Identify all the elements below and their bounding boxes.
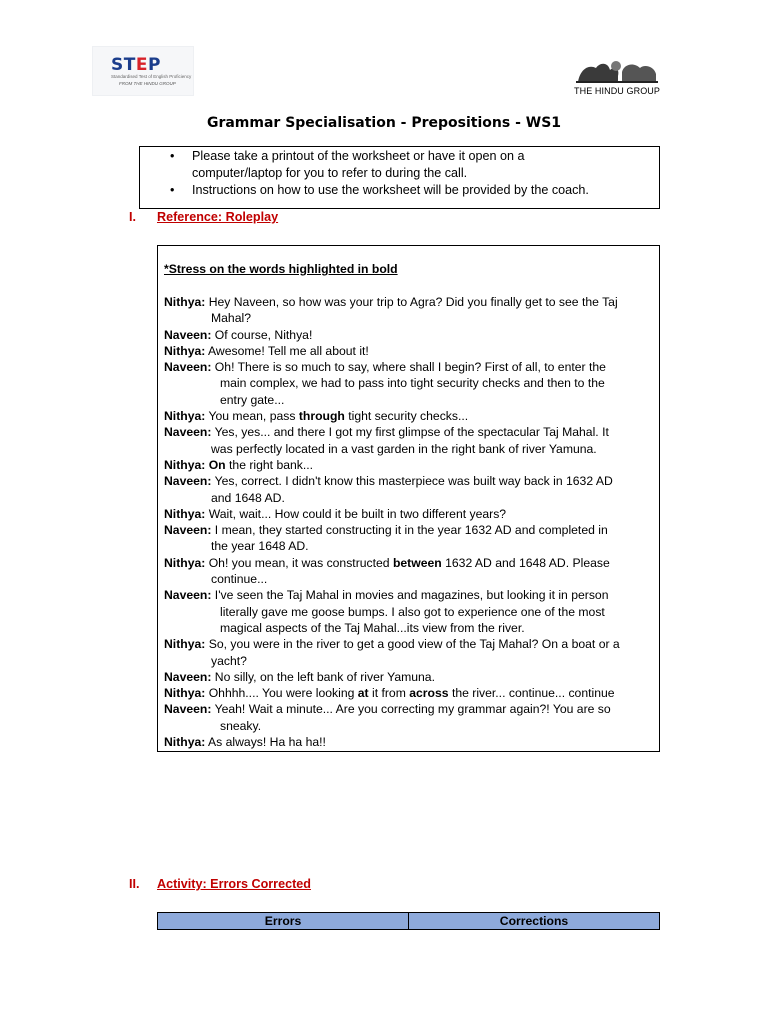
dialogue-line: [164, 555, 652, 571]
column-header-errors: Errors: [264, 914, 302, 928]
dialogue-text: it from: [368, 686, 410, 701]
dialogue-text: Oh! There is so much to say, where shall I begin? First of all, to enter the: [211, 360, 606, 375]
errors-table-header: [157, 912, 660, 930]
dialogue-line: [164, 587, 652, 603]
speaker-name: Nithya:: [164, 409, 206, 424]
speaker-name: Nithya:: [164, 295, 206, 309]
instruction-item: • Instructions on how to use the worksheet will be provided by the coach.: [140, 182, 659, 199]
dialogue-line: [164, 669, 652, 685]
stressed-word: across: [409, 686, 449, 701]
speaker-name: Nithya:: [164, 637, 206, 652]
speaker-name: Nithya:: [164, 457, 206, 472]
dialogue-text: Awesome! Tell me all about it!: [205, 343, 369, 358]
speaker-name: Nithya:: [164, 343, 206, 358]
dialogue-line: [164, 327, 652, 343]
dialogue-line: [164, 685, 652, 701]
section-heading-roleplay: Reference: Roleplay: [157, 210, 279, 224]
dialogue-line: [164, 701, 652, 717]
hindu-group-name: THE HINDU GROUP: [574, 86, 661, 96]
dialogue-line: literally gave me goose bumps. I also got to experience one of the most: [220, 604, 605, 619]
dialogue-line: [164, 522, 652, 538]
dialogue-line: and 1648 AD.: [211, 490, 285, 505]
step-subline: FROM THE HINDU GROUP: [119, 81, 176, 86]
dialogue-text: I've seen the Taj Mahal in movies and magazines, but looking it in person: [211, 588, 609, 603]
dialogue-line: [164, 408, 652, 424]
speaker-name: Nithya:: [164, 555, 206, 570]
dialogue-text: Oh! you mean, it was constructed: [205, 555, 393, 570]
hindu-group-logo: [572, 58, 662, 100]
dialogue-line: entry gate...: [220, 392, 285, 407]
dialogue-line: [164, 424, 652, 440]
dialogue-line: [164, 473, 652, 489]
speaker-name: Naveen:: [164, 360, 212, 375]
dialogue-line: [164, 734, 652, 750]
dialogue-text: Of course, Nithya!: [211, 327, 313, 342]
dialogue-line: [164, 294, 652, 310]
hindu-emblem-icon: [574, 58, 660, 84]
stressed-word: at: [357, 686, 369, 701]
dialogue-line: [164, 457, 652, 473]
section-number: II.: [129, 877, 140, 891]
dialogue-text: 1632 AD and 1648 AD. Please: [441, 555, 610, 570]
dialogue-line: [164, 343, 652, 359]
stressed-word: through: [298, 409, 345, 424]
dialogue-line: [164, 359, 652, 375]
dialogue-line: [164, 636, 652, 652]
dialogue: [164, 294, 652, 750]
section-number: I.: [129, 210, 136, 224]
instruction-item: • Please take a printout of the worksheet or have it open on a computer/laptop for you to refer to during the call.: [140, 148, 659, 182]
speaker-name: Nithya:: [164, 686, 206, 701]
speaker-name: Nithya:: [164, 506, 206, 521]
dialogue-text: Hey Naveen, so how was your trip to Agra? Did you finally get to see the Taj: [205, 295, 618, 309]
dialogue-text: Yes, correct. I didn't know this masterpiece was built way back in 1632 AD: [211, 474, 613, 489]
step-logo: [92, 46, 194, 96]
dialogue-text: the river... continue... continue: [448, 686, 615, 701]
dialogue-text: Wait, wait... How could it be built in two different years?: [205, 506, 507, 521]
speaker-name: Naveen:: [164, 327, 212, 342]
stressed-word: between: [392, 555, 442, 570]
dialogue-text: the right bank...: [225, 457, 314, 472]
step-wordmark: STEP: [111, 55, 161, 75]
dialogue-line: yacht?: [211, 653, 247, 668]
speaker-name: Naveen:: [164, 523, 212, 538]
speaker-name: Naveen:: [164, 588, 212, 603]
dialogue-text: Yes, yes... and there I got my first glimpse of the spectacular Taj Mahal. It: [211, 425, 609, 440]
dialogue-text: No silly, on the left bank of river Yamuna.: [211, 669, 435, 684]
section-heading-activity: Activity: Errors Corrected: [157, 877, 311, 891]
dialogue-text: So, you were in the river to get a good view of the Taj Mahal? On a boat or a: [205, 637, 620, 652]
speaker-name: Naveen:: [164, 669, 212, 684]
dialogue-text: I mean, they started constructing it in the year 1632 AD and completed in: [211, 523, 608, 538]
column-header-corrections: Corrections: [408, 913, 659, 929]
speaker-name: Naveen:: [164, 425, 212, 440]
dialogue-line: the year 1648 AD.: [211, 539, 309, 554]
worksheet-title: Grammar Specialisation - Prepositions - WS1: [206, 115, 562, 131]
stress-note: *Stress on the words highlighted in bold: [164, 262, 398, 276]
speaker-name: Nithya:: [164, 735, 206, 750]
dialogue-line: was perfectly located in a vast garden in the right bank of river Yamuna.: [211, 441, 597, 456]
dialogue-text: You mean, pass: [205, 409, 299, 424]
roleplay-box: [157, 245, 660, 752]
dialogue-text: Yeah! Wait a minute... Are you correcting my grammar again?! You are so: [211, 702, 611, 717]
instructions-box: [139, 146, 660, 209]
speaker-name: Naveen:: [164, 702, 212, 717]
dialogue-line: magical aspects of the Taj Mahal...its view from the river.: [220, 620, 525, 635]
stressed-word: On: [208, 457, 226, 472]
dialogue-line: Mahal?: [211, 311, 251, 326]
dialogue-text: As always! Ha ha ha!!: [205, 735, 326, 750]
step-tagline: Standardised Test of English Proficiency: [111, 74, 192, 79]
dialogue-line: [164, 506, 652, 522]
dialogue-text: Ohhhh.... You were looking: [205, 686, 358, 701]
dialogue-line: sneaky.: [220, 718, 262, 733]
dialogue-text: tight security checks...: [344, 409, 469, 424]
dialogue-line: main complex, we had to pass into tight security checks and then to the: [220, 376, 605, 391]
speaker-name: Naveen:: [164, 474, 212, 489]
dialogue-line: continue...: [211, 572, 268, 587]
